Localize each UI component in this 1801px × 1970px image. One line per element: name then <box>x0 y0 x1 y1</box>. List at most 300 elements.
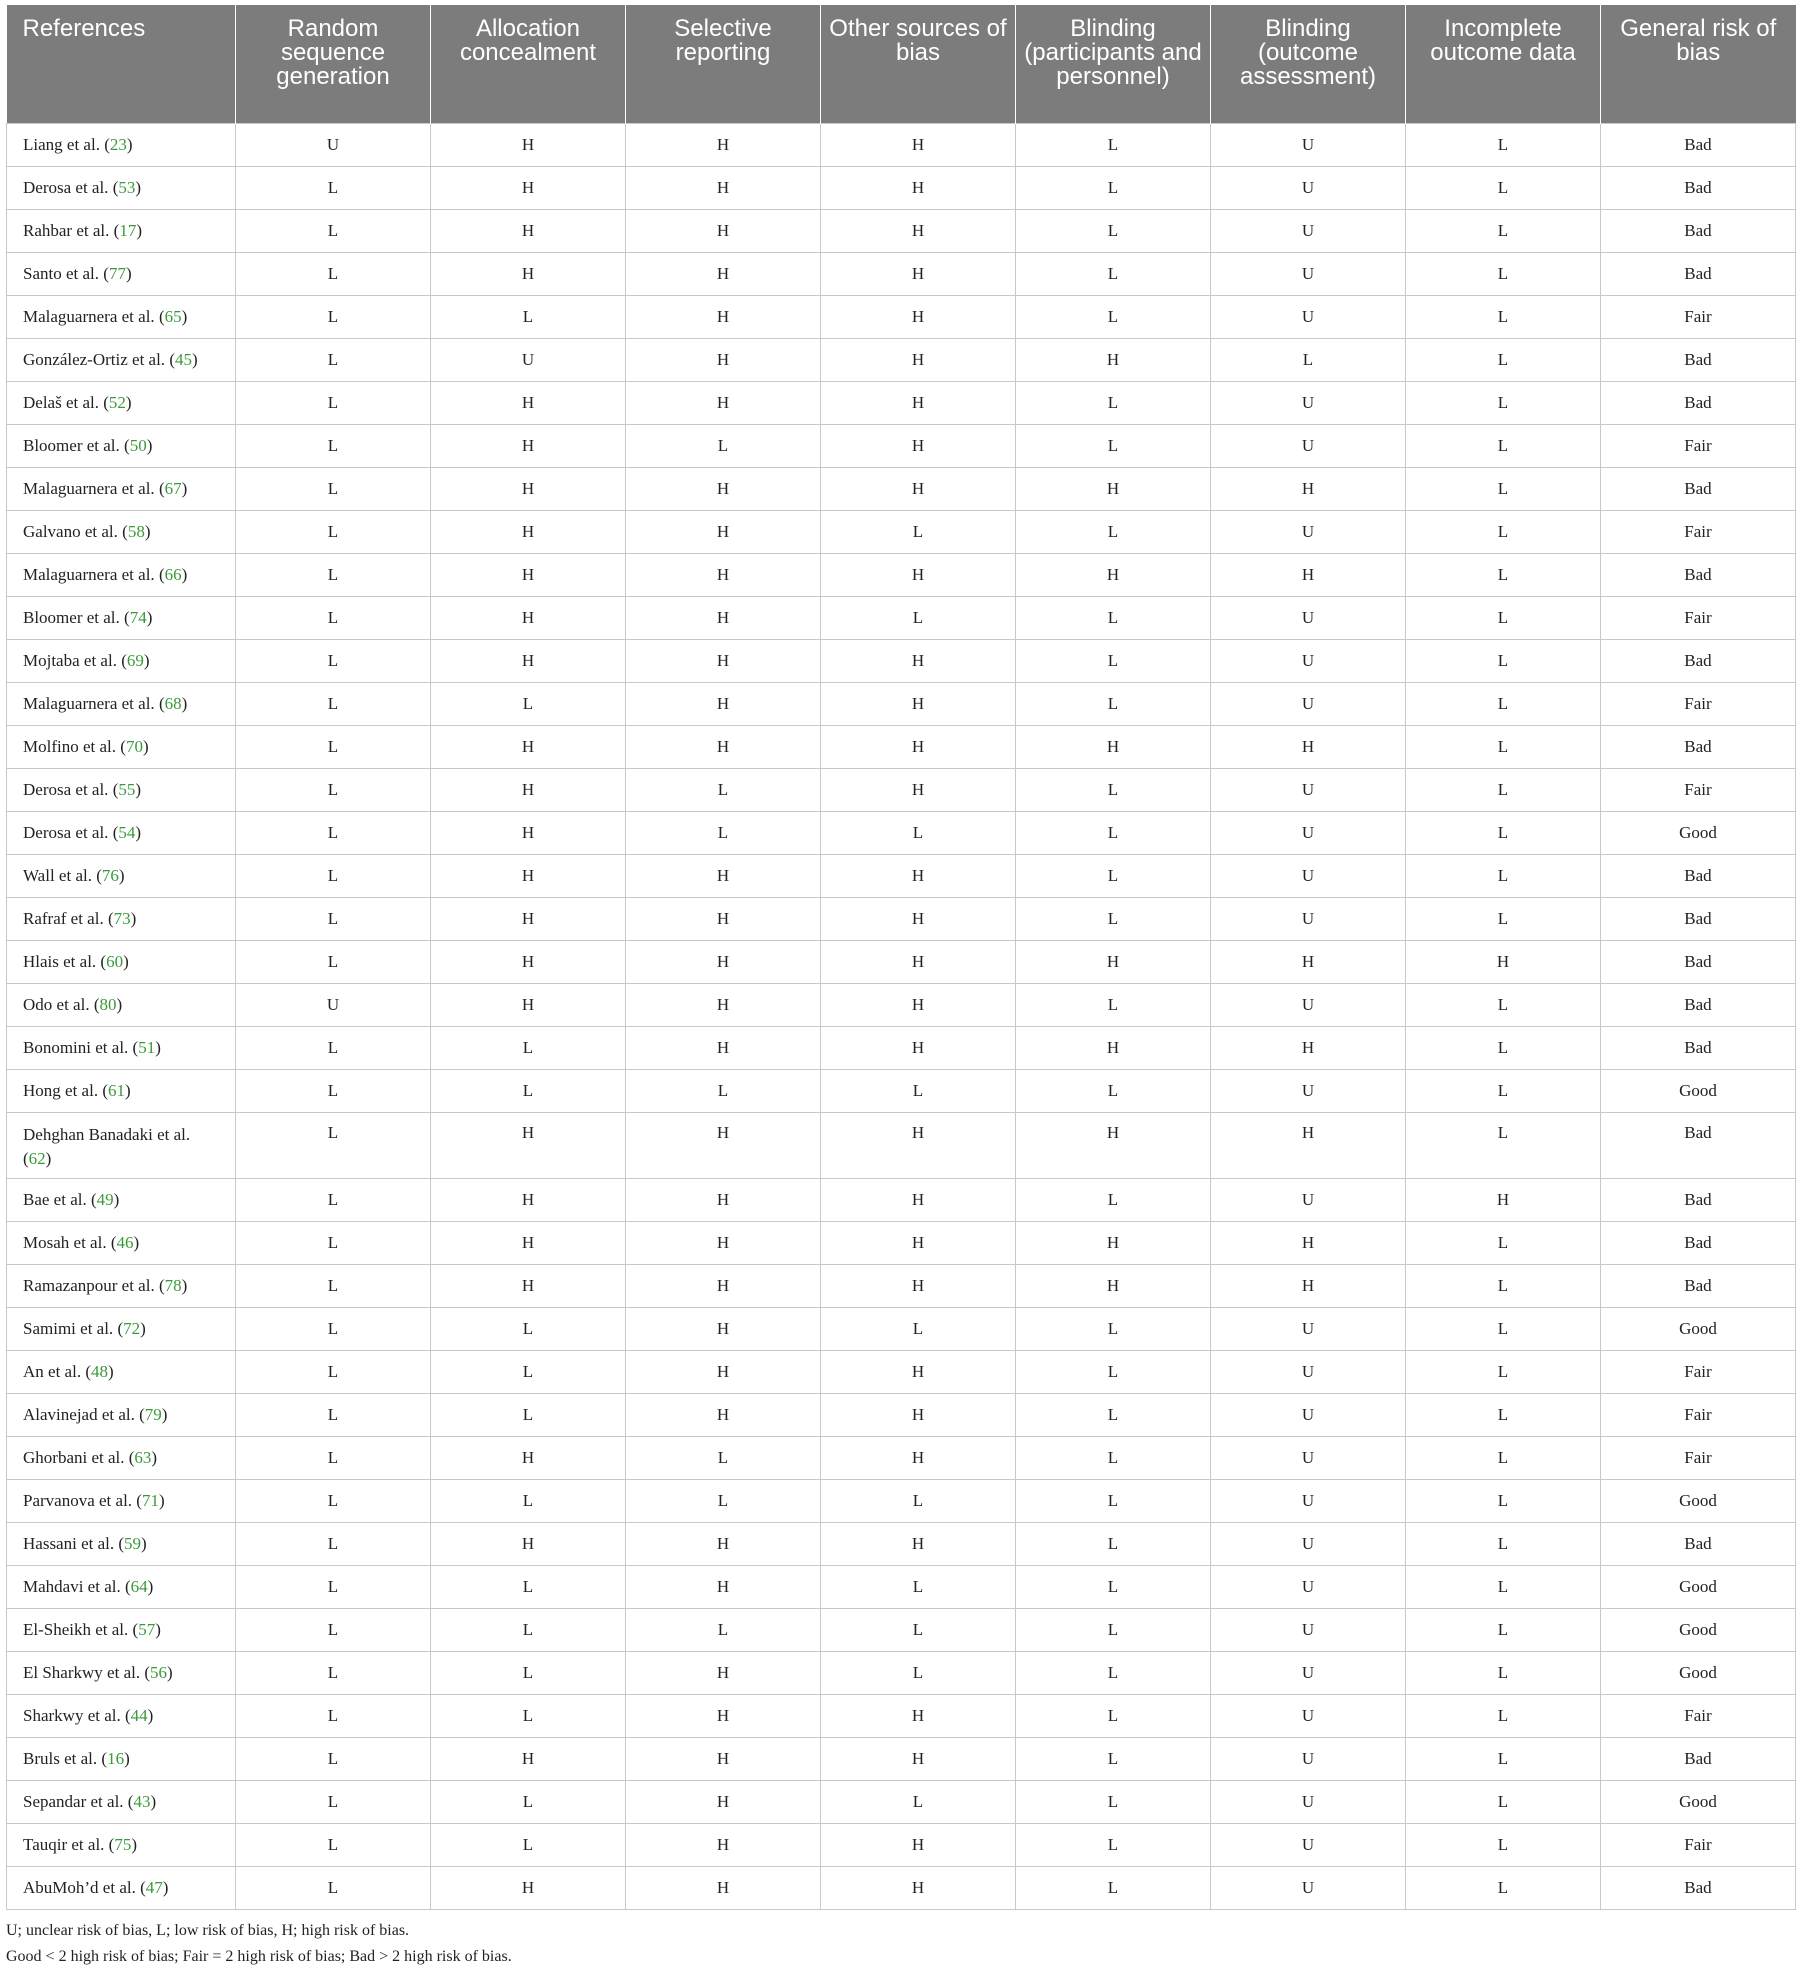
risk-cell: H <box>626 940 821 983</box>
risk-cell: L <box>1406 1069 1601 1112</box>
risk-cell: L <box>1406 682 1601 725</box>
general-risk-cell: Bad <box>1601 1522 1796 1565</box>
risk-cell: H <box>1211 1264 1406 1307</box>
general-risk-cell: Bad <box>1601 1737 1796 1780</box>
risk-cell: H <box>626 1522 821 1565</box>
reference-cell: Derosa et al. (53) <box>7 166 236 209</box>
risk-cell: U <box>1211 1069 1406 1112</box>
risk-cell: H <box>431 639 626 682</box>
risk-cell: U <box>1211 1565 1406 1608</box>
reference-author: Sharkwy et al. <box>23 1705 121 1725</box>
risk-cell: U <box>1211 1350 1406 1393</box>
reference-author: Mojtaba et al. <box>23 650 117 670</box>
risk-cell: L <box>821 596 1016 639</box>
risk-cell: L <box>236 1436 431 1479</box>
risk-cell: L <box>821 510 1016 553</box>
risk-cell: U <box>1211 1522 1406 1565</box>
risk-cell: L <box>1016 1436 1211 1479</box>
risk-cell: L <box>1406 1823 1601 1866</box>
risk-cell: H <box>626 209 821 252</box>
table-row <box>7 1780 1796 1823</box>
risk-cell: L <box>1406 467 1601 510</box>
table-row <box>7 1112 1796 1178</box>
risk-cell: H <box>1016 467 1211 510</box>
reference-citation-link[interactable]: 55 <box>118 779 136 799</box>
risk-cell: L <box>1406 553 1601 596</box>
general-risk-cell: Bad <box>1601 553 1796 596</box>
risk-cell: H <box>431 381 626 424</box>
reference-author: Molfino et al. <box>23 736 117 756</box>
reference-citation-link[interactable]: 16 <box>107 1748 125 1768</box>
risk-cell: L <box>1016 1866 1211 1909</box>
general-risk-cell: Fair <box>1601 596 1796 639</box>
risk-cell: H <box>626 854 821 897</box>
risk-cell: L <box>1406 1112 1601 1178</box>
risk-cell: H <box>626 897 821 940</box>
risk-cell: L <box>1016 854 1211 897</box>
risk-cell: L <box>1016 295 1211 338</box>
table-row <box>7 1350 1796 1393</box>
risk-cell: L <box>236 897 431 940</box>
table-row <box>7 983 1796 1026</box>
reference-cell: Rahbar et al. (17) <box>7 209 236 252</box>
risk-cell: L <box>236 381 431 424</box>
reference-citation-link[interactable]: 47 <box>145 1877 163 1897</box>
risk-cell: U <box>1211 295 1406 338</box>
table-row <box>7 940 1796 983</box>
risk-cell: H <box>626 381 821 424</box>
column-header: Random sequence generation <box>236 5 431 123</box>
reference-citation-link[interactable]: 48 <box>91 1361 108 1381</box>
risk-cell: H <box>1016 1026 1211 1069</box>
risk-cell: L <box>236 1307 431 1350</box>
risk-cell: L <box>236 1780 431 1823</box>
risk-cell: H <box>431 897 626 940</box>
table-row <box>7 123 1796 166</box>
risk-cell: H <box>626 983 821 1026</box>
reference-citation-link[interactable]: 71 <box>141 1490 159 1510</box>
general-risk-cell: Bad <box>1601 209 1796 252</box>
reference-author: Hlais et al. <box>23 951 97 971</box>
risk-cell: U <box>1211 811 1406 854</box>
reference-cell: Rafraf et al. (73) <box>7 897 236 940</box>
risk-cell: H <box>821 1178 1016 1221</box>
reference-cell: Derosa et al. (55) <box>7 768 236 811</box>
risk-cell: H <box>1211 467 1406 510</box>
table-row <box>7 510 1796 553</box>
risk-cell: L <box>1016 1350 1211 1393</box>
reference-cell: Malaguarnera et al. (66) <box>7 553 236 596</box>
reference-citation-link[interactable]: 68 <box>164 693 182 713</box>
reference-author: AbuMoh’d et al. <box>23 1877 136 1897</box>
risk-cell: H <box>821 897 1016 940</box>
risk-cell: L <box>236 166 431 209</box>
risk-cell: L <box>1406 1522 1601 1565</box>
risk-cell: L <box>236 596 431 639</box>
reference-cell: El Sharkwy et al. (56) <box>7 1651 236 1694</box>
general-risk-cell: Good <box>1601 1565 1796 1608</box>
reference-cell: Wall et al. (76) <box>7 854 236 897</box>
reference-citation-link[interactable]: 76 <box>101 865 119 885</box>
risk-cell: L <box>1406 1780 1601 1823</box>
reference-citation-link[interactable]: 65 <box>164 306 182 326</box>
risk-cell: H <box>431 467 626 510</box>
risk-cell: L <box>1406 1694 1601 1737</box>
reference-cell: Malaguarnera et al. (67) <box>7 467 236 510</box>
risk-cell: L <box>1406 725 1601 768</box>
reference-citation-link[interactable]: 52 <box>108 392 126 412</box>
risk-cell: L <box>431 1350 626 1393</box>
risk-cell: H <box>821 1393 1016 1436</box>
risk-cell: L <box>236 1694 431 1737</box>
table-row <box>7 811 1796 854</box>
column-header: General risk of bias <box>1601 5 1796 123</box>
reference-author: Dehghan Banadaki et al. <box>23 1124 191 1144</box>
risk-cell: L <box>1016 381 1211 424</box>
reference-author: El Sharkwy et al. <box>23 1662 141 1682</box>
risk-cell: H <box>431 1178 626 1221</box>
table-row <box>7 768 1796 811</box>
reference-author: Bruls et al. <box>23 1748 98 1768</box>
risk-cell: H <box>431 768 626 811</box>
column-header: Blinding (outcome assessment) <box>1211 5 1406 123</box>
risk-cell: L <box>1016 209 1211 252</box>
general-risk-cell: Good <box>1601 1651 1796 1694</box>
risk-cell: H <box>431 510 626 553</box>
risk-cell: L <box>821 1069 1016 1112</box>
general-risk-cell: Fair <box>1601 424 1796 467</box>
reference-author: Delaš et al. <box>23 392 99 412</box>
risk-cell: L <box>1016 1608 1211 1651</box>
risk-cell: H <box>626 1178 821 1221</box>
risk-cell: U <box>1211 768 1406 811</box>
risk-cell: L <box>236 1264 431 1307</box>
risk-cell: L <box>1016 1694 1211 1737</box>
reference-citation-link[interactable]: 62 <box>28 1148 46 1168</box>
general-risk-cell: Fair <box>1601 295 1796 338</box>
reference-citation-link[interactable]: 50 <box>129 435 147 455</box>
reference-citation-link[interactable]: 51 <box>138 1037 156 1057</box>
risk-cell: H <box>626 1866 821 1909</box>
risk-cell: U <box>1211 1651 1406 1694</box>
general-risk-cell: Bad <box>1601 983 1796 1026</box>
risk-cell: L <box>236 1866 431 1909</box>
risk-cell: L <box>1016 1069 1211 1112</box>
table-row <box>7 1307 1796 1350</box>
reference-citation-link[interactable]: 49 <box>96 1189 114 1209</box>
risk-cell: H <box>821 854 1016 897</box>
risk-cell: L <box>1016 1823 1211 1866</box>
risk-cell: U <box>1211 1436 1406 1479</box>
table-row <box>7 338 1796 381</box>
risk-cell: L <box>1406 1651 1601 1694</box>
risk-cell: U <box>1211 424 1406 467</box>
risk-cell: L <box>1016 1479 1211 1522</box>
reference-cell: AbuMoh’d et al. (47) <box>7 1866 236 1909</box>
risk-cell: L <box>1406 1393 1601 1436</box>
risk-cell: L <box>1016 1565 1211 1608</box>
reference-cell: Mojtaba et al. (69) <box>7 639 236 682</box>
risk-cell: L <box>236 1522 431 1565</box>
risk-cell: H <box>626 1221 821 1264</box>
risk-cell: H <box>821 725 1016 768</box>
risk-cell: L <box>626 424 821 467</box>
reference-citation-link[interactable]: 54 <box>118 822 136 842</box>
reference-cell: Hong et al. (61) <box>7 1069 236 1112</box>
risk-cell: L <box>236 252 431 295</box>
general-risk-cell: Fair <box>1601 682 1796 725</box>
risk-cell: L <box>1406 424 1601 467</box>
risk-cell: H <box>626 510 821 553</box>
reference-author: Derosa et al. <box>23 822 109 842</box>
reference-cell: Alavinejad et al. (79) <box>7 1393 236 1436</box>
risk-cell: H <box>1016 553 1211 596</box>
header-row <box>7 5 1796 123</box>
risk-cell: U <box>1211 897 1406 940</box>
reference-cell: Derosa et al. (54) <box>7 811 236 854</box>
reference-citation-link[interactable]: 61 <box>108 1080 125 1100</box>
risk-cell: L <box>626 768 821 811</box>
risk-cell: U <box>1211 596 1406 639</box>
risk-cell: L <box>236 467 431 510</box>
reference-cell: Mosah et al. (46) <box>7 1221 236 1264</box>
risk-cell: L <box>1016 768 1211 811</box>
risk-cell: H <box>821 1026 1016 1069</box>
risk-cell: L <box>236 209 431 252</box>
reference-author: Bloomer et al. <box>23 607 120 627</box>
reference-citation-link[interactable]: 17 <box>119 220 137 240</box>
reference-citation-link[interactable]: 46 <box>116 1232 134 1252</box>
reference-cell: Bae et al. (49) <box>7 1178 236 1221</box>
reference-author: Rafraf et al. <box>23 908 104 928</box>
general-risk-cell: Bad <box>1601 1264 1796 1307</box>
general-risk-cell: Fair <box>1601 1350 1796 1393</box>
risk-cell: L <box>1406 1737 1601 1780</box>
risk-cell: H <box>821 1522 1016 1565</box>
general-risk-cell: Bad <box>1601 1112 1796 1178</box>
risk-cell: L <box>236 1221 431 1264</box>
reference-citation-link[interactable]: 80 <box>99 994 117 1014</box>
risk-cell: H <box>626 1112 821 1178</box>
risk-cell: U <box>1211 1694 1406 1737</box>
risk-cell: H <box>626 1737 821 1780</box>
risk-cell: L <box>431 1608 626 1651</box>
risk-cell: U <box>1211 123 1406 166</box>
risk-cell: H <box>431 166 626 209</box>
risk-cell: U <box>1211 983 1406 1026</box>
table-row <box>7 725 1796 768</box>
reference-citation-link[interactable]: 75 <box>114 1834 132 1854</box>
risk-cell: H <box>821 295 1016 338</box>
general-risk-cell: Good <box>1601 1069 1796 1112</box>
risk-cell: L <box>1016 166 1211 209</box>
risk-cell: H <box>626 1350 821 1393</box>
reference-cell: González-Ortiz et al. (45) <box>7 338 236 381</box>
reference-citation-link[interactable]: 72 <box>123 1318 141 1338</box>
risk-cell: H <box>431 1866 626 1909</box>
reference-cell: Mahdavi et al. (64) <box>7 1565 236 1608</box>
risk-cell: L <box>236 639 431 682</box>
reference-citation-link[interactable]: 60 <box>106 951 124 971</box>
reference-author: Hassani et al. <box>23 1533 115 1553</box>
reference-cell: Malaguarnera et al. (68) <box>7 682 236 725</box>
risk-cell: L <box>1406 1307 1601 1350</box>
reference-author: Parvanova et al. <box>23 1490 133 1510</box>
risk-cell: L <box>1406 854 1601 897</box>
column-header: Selective reporting <box>626 5 821 123</box>
risk-cell: H <box>821 1737 1016 1780</box>
risk-cell: H <box>626 467 821 510</box>
reference-author: Santo et al. <box>23 263 100 283</box>
reference-citation-link[interactable]: 66 <box>164 564 182 584</box>
risk-cell: L <box>1406 123 1601 166</box>
risk-cell: H <box>626 596 821 639</box>
risk-cell: L <box>431 1069 626 1112</box>
reference-author: Bonomini et al. <box>23 1037 129 1057</box>
risk-cell: L <box>431 295 626 338</box>
risk-cell: L <box>1016 1522 1211 1565</box>
risk-cell: L <box>821 1565 1016 1608</box>
table-row <box>7 1221 1796 1264</box>
table-row <box>7 553 1796 596</box>
risk-cell: H <box>821 166 1016 209</box>
risk-cell: L <box>431 682 626 725</box>
reference-citation-link[interactable]: 70 <box>125 736 143 756</box>
reference-citation-link[interactable]: 44 <box>130 1705 148 1725</box>
table-row <box>7 596 1796 639</box>
reference-citation-link[interactable]: 77 <box>108 263 126 283</box>
general-risk-cell: Good <box>1601 1780 1796 1823</box>
reference-author: Bae et al. <box>23 1189 87 1209</box>
reference-author: El-Sheikh et al. <box>23 1619 129 1639</box>
reference-cell: Ramazanpour et al. (78) <box>7 1264 236 1307</box>
reference-citation-link[interactable]: 78 <box>164 1275 182 1295</box>
reference-author: Sepandar et al. <box>23 1791 124 1811</box>
reference-citation-link[interactable]: 53 <box>118 177 136 197</box>
risk-cell: H <box>821 1866 1016 1909</box>
risk-cell: L <box>431 1823 626 1866</box>
reference-author: An et al. <box>23 1361 82 1381</box>
reference-citation-link[interactable]: 67 <box>164 478 182 498</box>
table-row <box>7 295 1796 338</box>
risk-cell: L <box>431 1565 626 1608</box>
risk-cell: L <box>1406 639 1601 682</box>
reference-citation-link[interactable]: 23 <box>109 134 127 154</box>
reference-cell: Bruls et al. (16) <box>7 1737 236 1780</box>
risk-cell: H <box>821 381 1016 424</box>
risk-cell: U <box>1211 209 1406 252</box>
table-row <box>7 252 1796 295</box>
risk-cell: L <box>1016 897 1211 940</box>
general-risk-cell: Bad <box>1601 381 1796 424</box>
reference-cell: Bloomer et al. (50) <box>7 424 236 467</box>
risk-cell: L <box>1406 338 1601 381</box>
risk-cell: H <box>626 123 821 166</box>
risk-cell: U <box>1211 1178 1406 1221</box>
risk-cell: H <box>1211 1221 1406 1264</box>
general-risk-cell: Bad <box>1601 338 1796 381</box>
table-row <box>7 1565 1796 1608</box>
reference-author: Galvano et al. <box>23 521 118 541</box>
risk-cell: H <box>821 1264 1016 1307</box>
reference-citation-link[interactable]: 45 <box>174 349 192 369</box>
risk-cell: H <box>626 295 821 338</box>
general-risk-cell: Fair <box>1601 510 1796 553</box>
risk-cell: U <box>1211 1823 1406 1866</box>
risk-cell: H <box>626 639 821 682</box>
risk-cell: H <box>821 1823 1016 1866</box>
general-risk-cell: Bad <box>1601 940 1796 983</box>
risk-cell: H <box>431 725 626 768</box>
risk-cell: L <box>821 1780 1016 1823</box>
reference-author: Liang et al. <box>23 134 100 154</box>
reference-citation-link[interactable]: 56 <box>150 1662 168 1682</box>
risk-cell: H <box>431 1221 626 1264</box>
risk-cell: L <box>1406 596 1601 639</box>
risk-cell: H <box>431 209 626 252</box>
risk-cell: L <box>236 553 431 596</box>
table-body <box>7 123 1796 1909</box>
table-row <box>7 381 1796 424</box>
reference-citation-link[interactable]: 59 <box>124 1533 142 1553</box>
risk-cell: L <box>431 1479 626 1522</box>
risk-cell: H <box>626 1651 821 1694</box>
reference-citation-link[interactable]: 74 <box>129 607 147 627</box>
risk-cell: H <box>821 1350 1016 1393</box>
risk-cell: L <box>1016 639 1211 682</box>
reference-cell: Sepandar et al. (43) <box>7 1780 236 1823</box>
risk-cell: L <box>236 338 431 381</box>
risk-cell: H <box>1211 553 1406 596</box>
reference-citation-link[interactable]: 79 <box>144 1404 162 1424</box>
general-risk-cell: Bad <box>1601 166 1796 209</box>
reference-cell: Molfino et al. (70) <box>7 725 236 768</box>
risk-cell: H <box>431 811 626 854</box>
risk-cell: H <box>821 639 1016 682</box>
risk-cell: L <box>236 1608 431 1651</box>
risk-cell: L <box>1406 1264 1601 1307</box>
risk-cell: H <box>626 725 821 768</box>
table-header <box>7 5 1796 123</box>
reference-author: Malaguarnera et al. <box>23 478 155 498</box>
reference-citation-link[interactable]: 43 <box>133 1791 151 1811</box>
risk-cell: H <box>626 166 821 209</box>
column-header: Other sources of bias <box>821 5 1016 123</box>
reference-citation-link[interactable]: 63 <box>134 1447 152 1467</box>
table-row <box>7 1393 1796 1436</box>
reference-citation-link[interactable]: 64 <box>130 1576 148 1596</box>
risk-cell: L <box>1406 209 1601 252</box>
risk-cell: L <box>236 940 431 983</box>
risk-cell: L <box>1016 811 1211 854</box>
reference-citation-link[interactable]: 57 <box>138 1619 156 1639</box>
column-header: References <box>7 5 236 123</box>
risk-cell: L <box>236 510 431 553</box>
risk-cell: L <box>236 1026 431 1069</box>
risk-cell: L <box>236 854 431 897</box>
reference-citation-link[interactable]: 58 <box>127 521 145 541</box>
reference-citation-link[interactable]: 73 <box>113 908 131 928</box>
risk-cell: U <box>1211 381 1406 424</box>
risk-cell: L <box>626 1069 821 1112</box>
reference-author: Tauqir et al. <box>23 1834 105 1854</box>
risk-cell: L <box>1016 1307 1211 1350</box>
risk-cell: H <box>626 1393 821 1436</box>
risk-cell: H <box>431 1522 626 1565</box>
risk-cell: L <box>1406 1350 1601 1393</box>
risk-cell: U <box>1211 854 1406 897</box>
reference-citation-link[interactable]: 69 <box>126 650 144 670</box>
